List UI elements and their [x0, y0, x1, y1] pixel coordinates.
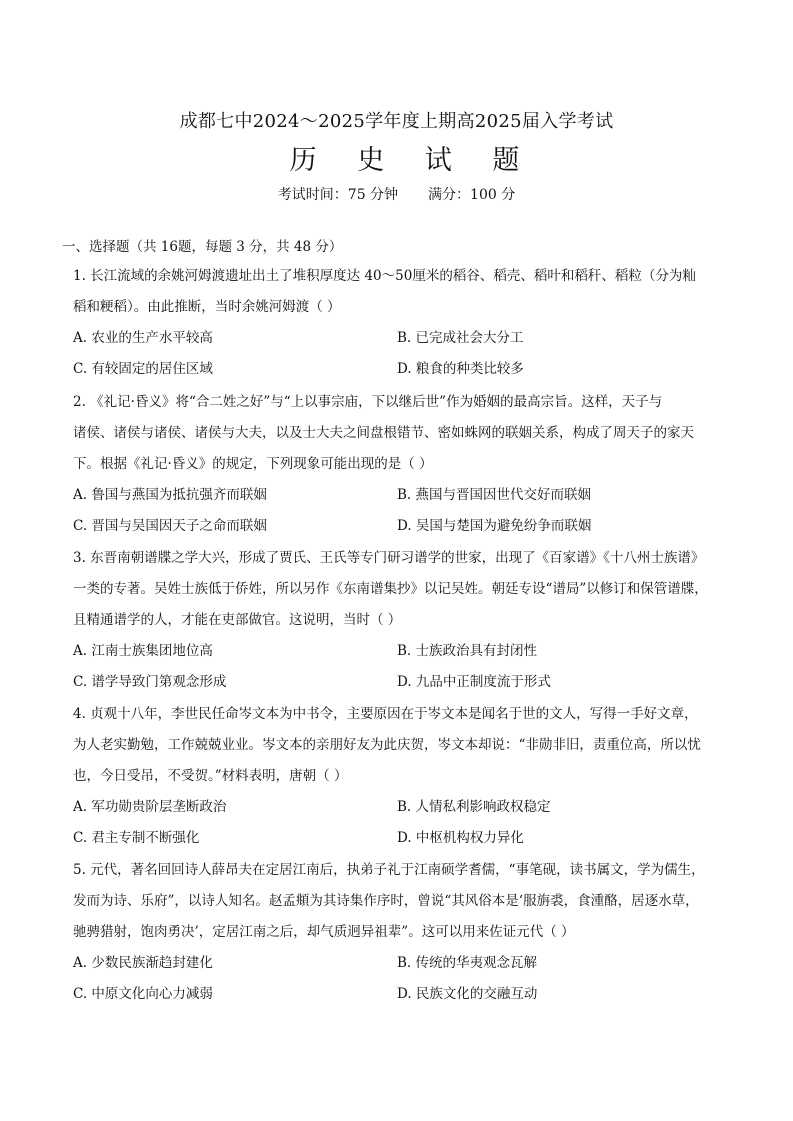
question-4-line: 也，今日受吊，不受贺。”材料表明，唐朝（ ） — [73, 768, 348, 784]
question-4-option-b: B. 人情私利影响政权稳定 — [397, 799, 551, 815]
question-2-option-b: B. 燕国与晋国因世代交好而联姻 — [397, 487, 592, 503]
question-2-option-d: D. 吴国与楚国为避免纷争而联姻 — [397, 518, 592, 534]
question-1-option-c: C. 有较固定的居住区域 — [73, 361, 213, 377]
question-3-line: 一类的专著。吴姓士族低于侨姓，所以另作《东南谱集抄》以记吴姓。朝廷专设“谱局”以修订和保管谱牒， — [73, 581, 708, 597]
question-2-option-a: A. 鲁国与燕国为抵抗强齐而联姻 — [73, 487, 267, 503]
question-1-option-a: A. 农业的生产水平较高 — [73, 330, 213, 346]
question-4-line: 4. 贞观十八年，李世民任命岑文本为中书令，主要原因在于岑文本是闻名于世的文人，写得一手好文章， — [73, 706, 698, 722]
subject-title: 历 史 试 题 — [289, 145, 536, 176]
question-5-option-c: C. 中原文化向心力减弱 — [73, 986, 213, 1002]
exam-score: 满分：100 分 — [428, 187, 516, 203]
question-5-option-a: A. 少数民族渐趋封建化 — [73, 955, 213, 971]
question-3-option-d: D. 九品中正制度流于形式 — [397, 674, 551, 690]
exam-time: 考试时间：75 分钟 — [277, 187, 399, 203]
question-3-line: 3. 东晋南朝谱牒之学大兴，形成了贾氏、王氏等专门研习谱学的世家，出现了《百家谱》《十八州士族谱》 — [73, 550, 705, 566]
question-2-line: 下。根据《礼记·昏义》的规定，下列现象可能出现的是（ ） — [73, 456, 433, 472]
question-4-line: 为人老实勤勉，工作兢兢业业。岑文本的亲朋好友为此庆贺，岑文本却说：“非勋非旧，责重位高，所以忧 — [73, 737, 701, 753]
question-5-option-b: B. 传统的华夷观念瓦解 — [397, 955, 538, 971]
question-3-line: 且精通谱学的人，才能在吏部做官。这说明，当时（ ） — [73, 612, 402, 628]
question-5-line: 5. 元代，著名回回诗人薛昂夫在定居江南后，执弟子礼于江南硕学耆儒，“事笔砚，读书属文，学为儒生， — [73, 862, 705, 878]
question-1-line: 1. 长江流域的余姚河姆渡遗址出土了堆积厚度达 40～50厘米的稻谷、稻壳、稻叶和稻秆、稻粒（分为籼 — [73, 268, 696, 284]
school-exam-title: 成都七中2024～2025学年度上期高2025届入学考试 — [179, 111, 614, 132]
question-3-option-a: A. 江南士族集团地位高 — [73, 643, 213, 659]
question-2-line: 诸侯、诸侯与诸侯、诸侯与大夫，以及士大夫之间盘根错节、密如蛛网的联姻关系，构成了周天子的家天 — [73, 425, 694, 441]
question-2-line: 2. 《礼记·昏义》将“合二姓之好”与“上以事宗庙，下以继后世”作为婚姻的最高宗旨。这样，天子与 — [73, 394, 663, 410]
question-4-option-a: A. 军功勋贵阶层垄断政治 — [73, 799, 227, 815]
question-2-option-c: C. 晋国与吴国因天子之命而联姻 — [73, 518, 267, 534]
section-title: 一、选择题（共 16题，每题 3 分，共 48 分） — [62, 239, 343, 255]
question-1-option-b: B. 已完成社会大分工 — [397, 330, 524, 346]
question-3-option-b: B. 士族政治具有封闭性 — [397, 643, 538, 659]
question-5-option-d: D. 民族文化的交融互动 — [397, 986, 538, 1002]
question-1-line: 稻和粳稻）。由此推断，当时余姚河姆渡（ ） — [73, 299, 341, 315]
question-4-option-d: D. 中枢机构权力异化 — [397, 830, 524, 846]
question-5-line: 驰骋猎射，饱肉勇决’，定居江南之后，却气质迥异祖辈”。这可以用来佐证元代（ ） — [73, 924, 575, 940]
question-1-option-d: D. 粮食的种类比较多 — [397, 361, 524, 377]
question-5-line: 发而为诗、乐府”，以诗人知名。赵孟頫为其诗集作序时，曾说“其风俗本是‘服旃裘，食湩酪，居逐水草， — [73, 893, 699, 909]
question-4-option-c: C. 君主专制不断强化 — [73, 830, 200, 846]
exam-meta — [0, 184, 793, 204]
question-3-option-c: C. 谱学导致门第观念形成 — [73, 674, 227, 690]
